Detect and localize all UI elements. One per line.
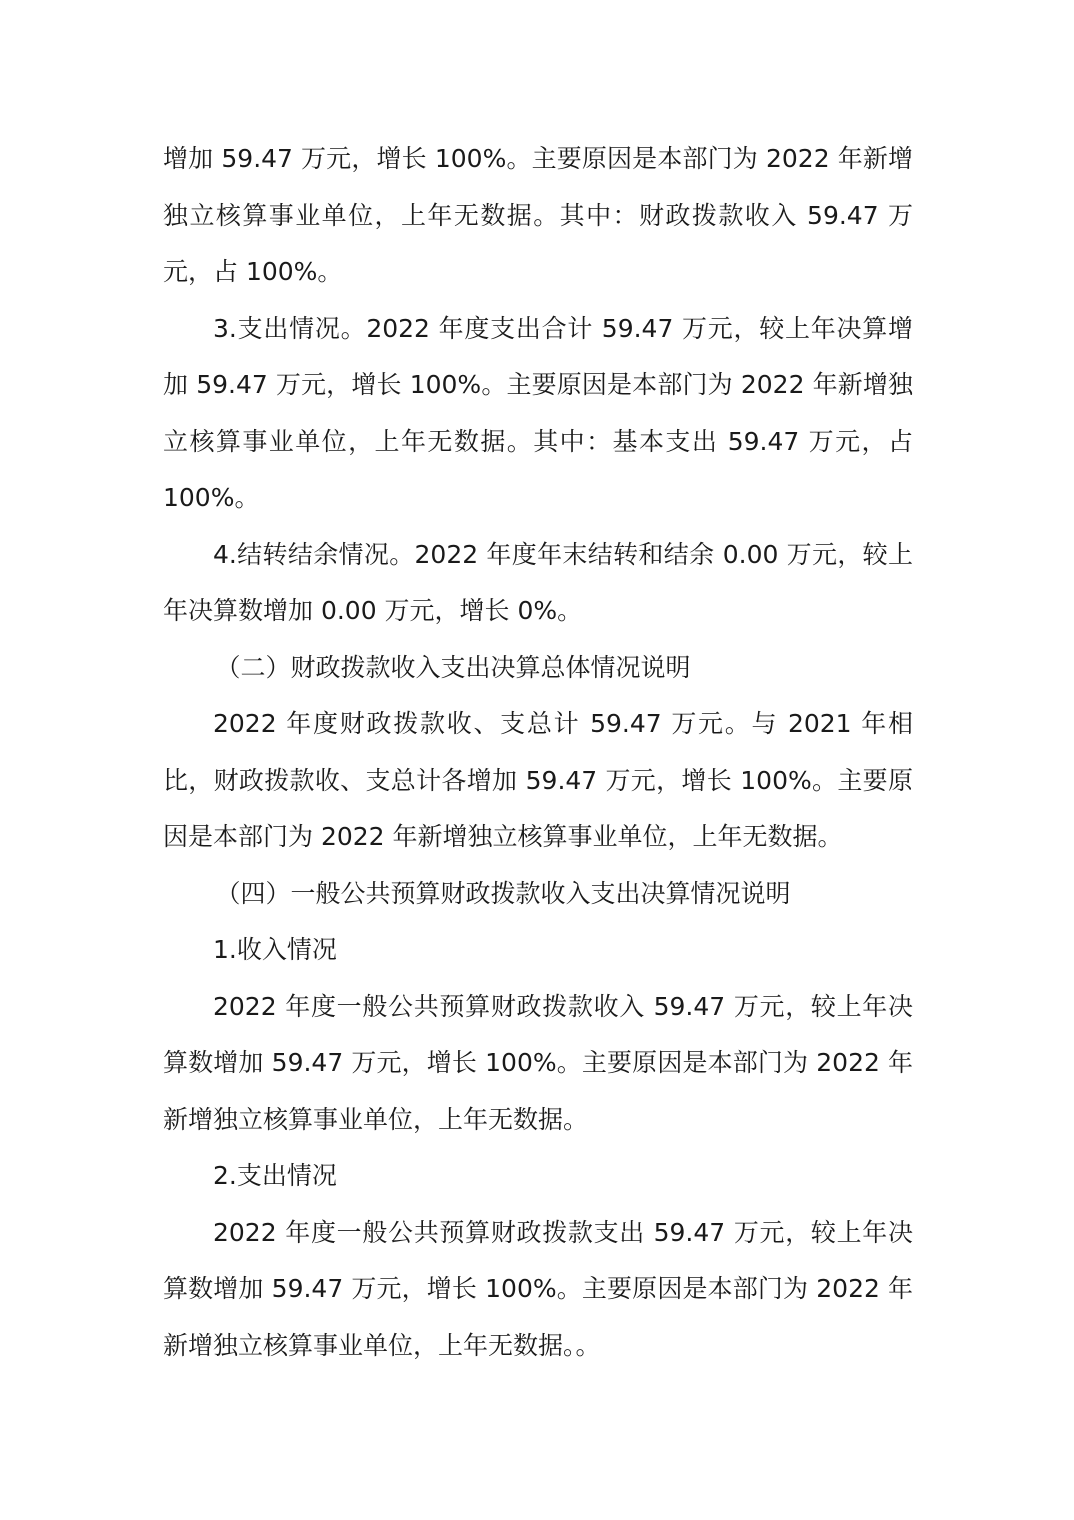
section-heading-general-budget: （四）一般公共预算财政拨款收入支出决算情况说明 — [215, 878, 791, 908]
document-body — [163, 131, 913, 1374]
subheading-income: 1.收入情况 — [213, 935, 337, 964]
section-heading-fiscal-allocation: （二）财政拨款收入支出决算总体情况说明 — [215, 652, 691, 682]
paragraph-expenditure: 3.支出情况。2022 年度支出合计 59.47 万元，较上年决算增加 59.47 万元，增长 100%。主要原因是本部门为 2022 年新增独立核算事业单位，上年无数据。其中：基本支出 59.47 万元，占 100%。 — [163, 313, 913, 512]
subheading-expenditure: 2.支出情况 — [213, 1161, 337, 1190]
paragraph-income-continued: 增加 59.47 万元，增长 100%。主要原因是本部门为 2022 年新增独立核算事业单位，上年无数据。其中：财政拨款收入 59.47 万元，占 100%。 — [163, 144, 913, 286]
paragraph-fiscal-allocation: 2022 年度财政拨款收、支总计 59.47 万元。与 2021 年相比，财政拨款收、支总计各增加 59.47 万元，增长 100%。主要原因是本部门为 2022 年新增独立核算事业单位，上年无数据。 — [163, 709, 913, 851]
paragraph-general-budget-income: 2022 年度一般公共预算财政拨款收入 59.47 万元，较上年决算数增加 59.47 万元，增长 100%。主要原因是本部门为 2022 年新增独立核算事业单位，上年无数据。 — [163, 991, 913, 1134]
paragraph-carryover: 4.结转结余情况。2022 年度年末结转和结余 0.00 万元，较上年决算数增加 0.00 万元，增长 0%。 — [163, 539, 913, 625]
paragraph-general-budget-expenditure: 2022 年度一般公共预算财政拨款支出 59.47 万元，较上年决算数增加 59.47 万元，增长 100%。主要原因是本部门为 2022 年新增独立核算事业单位，上年无数据。。 — [163, 1217, 913, 1360]
